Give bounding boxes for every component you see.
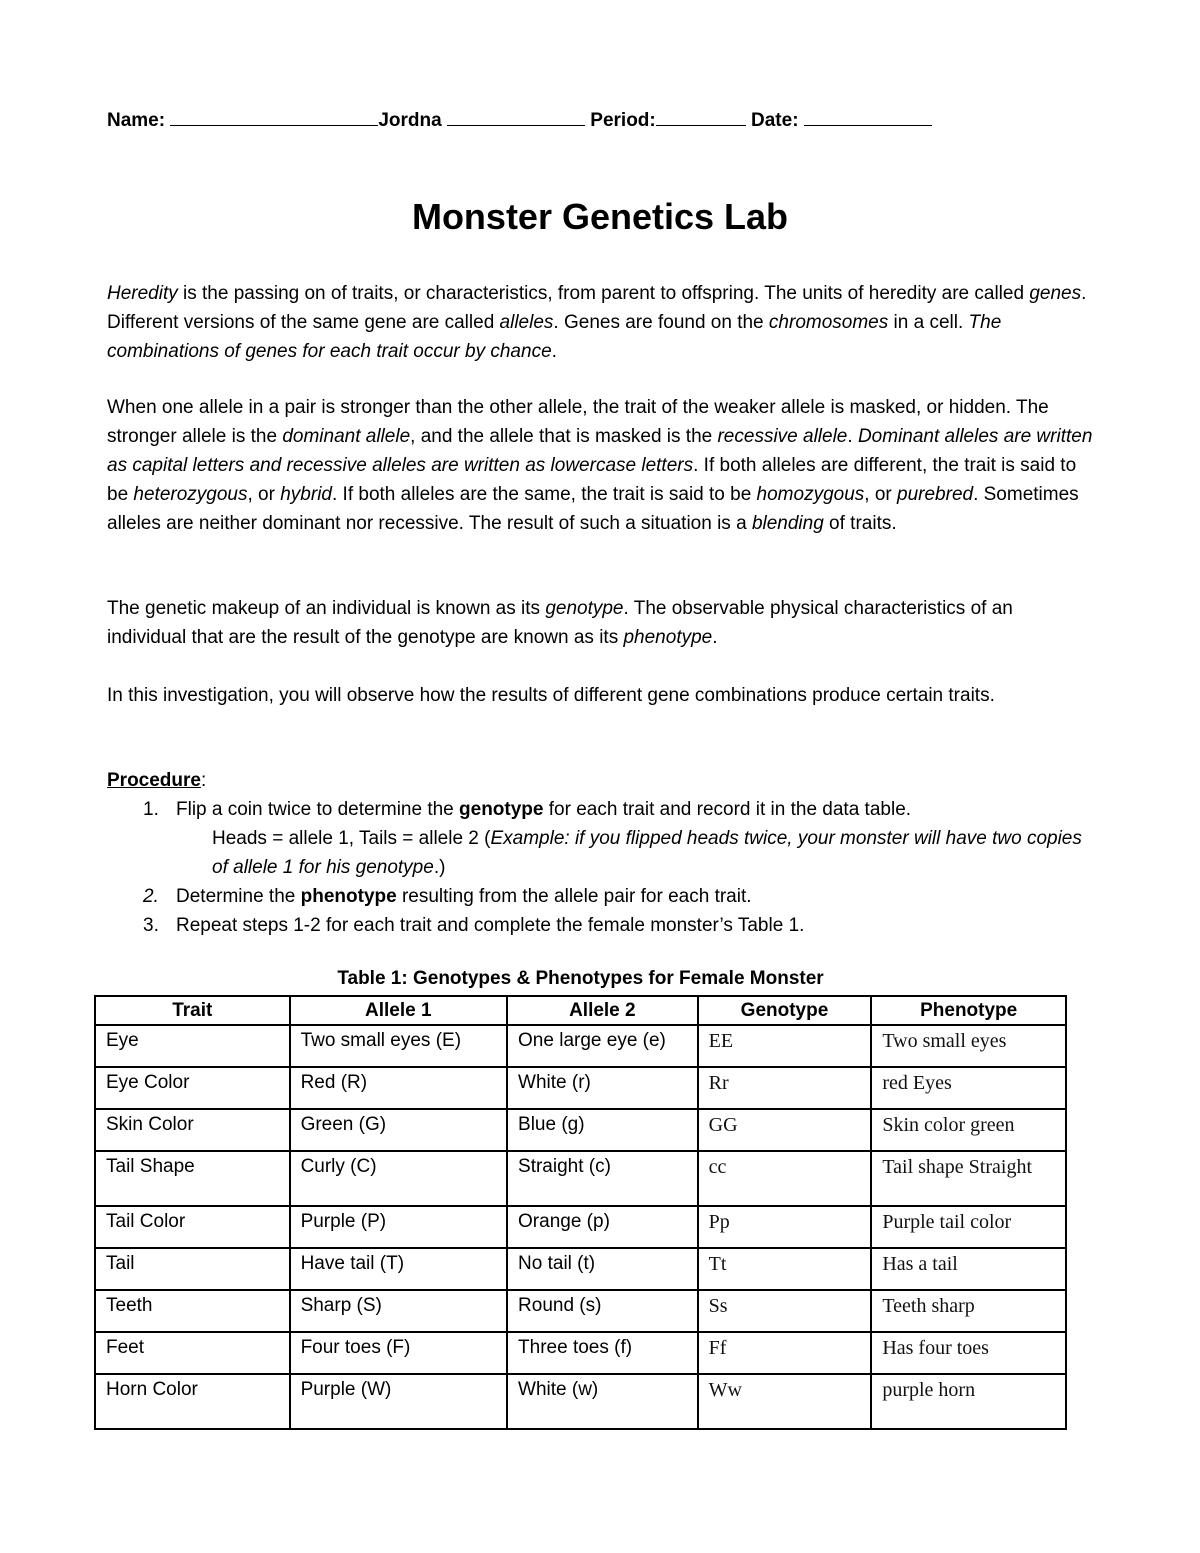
page-title: Monster Genetics Lab <box>411 196 789 237</box>
term-genotype: genotype <box>545 598 624 619</box>
trait-cell: Tail Shape <box>95 1151 290 1206</box>
example-text: Example: if you flipped heads twice, your monster will have two copies of allele 1 for his genotype <box>212 828 1082 878</box>
trait-cell: Tail <box>95 1248 290 1290</box>
text: in a cell. <box>888 312 969 333</box>
step-number: 2. <box>143 886 159 907</box>
text: : <box>200 770 207 791</box>
text: . If both alleles are the same, the trait is said to be <box>331 484 757 505</box>
allele-2-cell: Round (s) <box>507 1290 698 1332</box>
text: . If both alleles are different, the trait is said to be <box>107 455 1077 505</box>
allele-1-cell: Purple (W) <box>290 1374 507 1429</box>
period-label: Period: <box>590 110 656 131</box>
procedure-heading-text: Procedure <box>107 770 201 791</box>
allele-2-cell: One large eye (e) <box>507 1025 698 1067</box>
term-chromosomes: chromosomes <box>768 312 889 333</box>
table-row <box>95 1151 1066 1206</box>
text: . Different versions of the same gene are called <box>107 283 1087 333</box>
trait-cell: Eye <box>95 1025 290 1067</box>
text: , and the allele that is masked is the <box>410 426 718 447</box>
text: When one allele in a pair is stronger than the other allele, the trait of the weaker allele is masked, or hidden. The stronger allele is the <box>107 397 1049 447</box>
allele-1-cell: Two small eyes (E) <box>290 1025 507 1067</box>
table-row <box>95 1206 1066 1248</box>
text: Flip a coin twice to determine the <box>176 799 460 820</box>
column-header-genotype: Genotype <box>698 996 872 1025</box>
phenotype-cell[interactable]: Has a tail <box>871 1248 1066 1290</box>
term-purebred: purebred <box>897 484 974 505</box>
table-caption: Table 1: Genotypes & Phenotypes for Female Monster <box>337 968 824 989</box>
step-number: 3. <box>143 915 159 936</box>
genotype-cell[interactable]: GG <box>698 1109 872 1151</box>
text: , or <box>247 484 281 505</box>
allele-1-cell: Curly (C) <box>290 1151 507 1206</box>
column-header-trait: Trait <box>95 996 290 1025</box>
text: The genetic makeup of an individual is known as its <box>107 598 546 619</box>
intro-paragraph-genotype <box>107 594 1097 652</box>
phenotype-cell[interactable]: Has four toes <box>871 1332 1066 1374</box>
term-recessive-allele: recessive allele <box>717 426 848 447</box>
procedure-heading <box>107 766 1097 795</box>
genotype-cell[interactable]: Ww <box>698 1374 872 1429</box>
term-heterozygous: heterozygous <box>133 484 248 505</box>
term-alleles: alleles <box>499 312 554 333</box>
name-blank-right[interactable] <box>447 107 585 126</box>
phenotype-cell[interactable]: Tail shape Straight <box>871 1151 1066 1206</box>
table-row <box>95 1332 1066 1374</box>
column-header-phenotype: Phenotype <box>871 996 1066 1025</box>
text: Repeat steps 1-2 for each trait and complete the female monster’s Table 1. <box>176 915 805 936</box>
term-hybrid: hybrid <box>280 484 332 505</box>
intro-paragraph-heredity <box>107 279 1097 366</box>
text: resulting from the allele pair for each trait. <box>396 886 752 907</box>
period-blank[interactable] <box>656 107 746 126</box>
column-header-allele-1: Allele 1 <box>290 996 507 1025</box>
name-value[interactable]: Jordna <box>378 110 442 131</box>
phenotype-cell[interactable]: Teeth sharp <box>871 1290 1066 1332</box>
table-row <box>95 1109 1066 1151</box>
text: Determine the <box>176 886 301 907</box>
genotype-cell[interactable]: Pp <box>698 1206 872 1248</box>
table-header-row <box>95 996 1066 1025</box>
text: . Genes are found on the <box>553 312 769 333</box>
text: Heads = allele 1, Tails = allele 2 ( <box>212 828 491 849</box>
intro-paragraph-investigation: In this investigation, you will observe how the results of different gene combinations produce certain traits. <box>107 685 995 706</box>
step-number: 1. <box>143 799 159 820</box>
genotype-cell[interactable]: Rr <box>698 1067 872 1109</box>
phenotype-cell[interactable]: Purple tail color <box>871 1206 1066 1248</box>
allele-2-cell: Straight (c) <box>507 1151 698 1206</box>
term-phenotype: phenotype <box>623 627 713 648</box>
text: . Sometimes alleles are neither dominant nor recessive. The result of such a situation is a <box>107 484 1079 534</box>
chance-statement: The combinations of genes for each trait occur by chance <box>107 312 1002 362</box>
genotype-cell[interactable]: Ss <box>698 1290 872 1332</box>
genotype-cell[interactable]: Ff <box>698 1332 872 1374</box>
text: . The observable physical characteristics of an individual that are the result of the genotype are known as its <box>107 598 1013 648</box>
allele-2-cell: Blue (g) <box>507 1109 698 1151</box>
allele-1-cell: Four toes (F) <box>290 1332 507 1374</box>
phenotype-cell[interactable]: Skin color green <box>871 1109 1066 1151</box>
text: . <box>712 627 718 648</box>
notation-statement: Dominant alleles are written as capital letters and recessive alleles are written as lowercase letters <box>107 426 1093 476</box>
allele-1-cell: Sharp (S) <box>290 1290 507 1332</box>
allele-1-cell: Red (R) <box>290 1067 507 1109</box>
name-label: Name: <box>107 110 166 131</box>
table-row <box>95 1290 1066 1332</box>
allele-2-cell: White (r) <box>507 1067 698 1109</box>
trait-cell: Eye Color <box>95 1067 290 1109</box>
trait-cell: Teeth <box>95 1290 290 1332</box>
column-header-allele-2: Allele 2 <box>507 996 698 1025</box>
term-phenotype: phenotype <box>300 886 397 907</box>
intro-paragraph-alleles <box>107 393 1097 538</box>
text: .) <box>433 857 446 878</box>
table-row <box>95 1248 1066 1290</box>
name-blank-left[interactable] <box>170 107 378 126</box>
date-blank[interactable] <box>804 107 932 126</box>
trait-cell: Feet <box>95 1332 290 1374</box>
header-line <box>107 106 932 135</box>
term-dominant-allele: dominant allele <box>282 426 411 447</box>
text: , or <box>864 484 898 505</box>
text: of traits. <box>823 513 897 534</box>
procedure-coin-note <box>107 824 1097 882</box>
allele-1-cell: Green (G) <box>290 1109 507 1151</box>
trait-cell: Tail Color <box>95 1206 290 1248</box>
genotype-cell[interactable]: Tt <box>698 1248 872 1290</box>
allele-1-cell: Purple (P) <box>290 1206 507 1248</box>
term-genotype: genotype <box>459 799 544 820</box>
date-label: Date: <box>751 110 799 131</box>
text: . <box>551 341 557 362</box>
text: for each trait and record it in the data table. <box>543 799 912 820</box>
procedure-step-1 <box>107 795 1097 824</box>
table-row <box>95 1025 1066 1067</box>
phenotype-cell[interactable]: red Eyes <box>871 1067 1066 1109</box>
allele-1-cell: Have tail (T) <box>290 1248 507 1290</box>
procedure-step-3 <box>107 911 1097 940</box>
genotype-phenotype-table <box>94 995 1067 1430</box>
allele-2-cell: Three toes (f) <box>507 1332 698 1374</box>
term-homozygous: homozygous <box>756 484 865 505</box>
trait-cell: Skin Color <box>95 1109 290 1151</box>
term-heredity: Heredity <box>107 283 178 304</box>
phenotype-cell[interactable]: Two small eyes <box>871 1025 1066 1067</box>
phenotype-cell[interactable]: purple horn <box>871 1374 1066 1429</box>
genotype-cell[interactable]: EE <box>698 1025 872 1067</box>
term-blending: blending <box>751 513 824 534</box>
allele-2-cell: No tail (t) <box>507 1248 698 1290</box>
allele-2-cell: Orange (p) <box>507 1206 698 1248</box>
table-row <box>95 1067 1066 1109</box>
allele-2-cell: White (w) <box>507 1374 698 1429</box>
text: . <box>847 426 858 447</box>
trait-cell: Horn Color <box>95 1374 290 1429</box>
procedure-list <box>107 795 1097 940</box>
genotype-cell[interactable]: cc <box>698 1151 872 1206</box>
text: is the passing on of traits, or characteristics, from parent to offspring. The units of heredity are called <box>177 283 1030 304</box>
procedure-step-2 <box>107 882 1097 911</box>
term-genes: genes <box>1029 283 1082 304</box>
table-row <box>95 1374 1066 1429</box>
